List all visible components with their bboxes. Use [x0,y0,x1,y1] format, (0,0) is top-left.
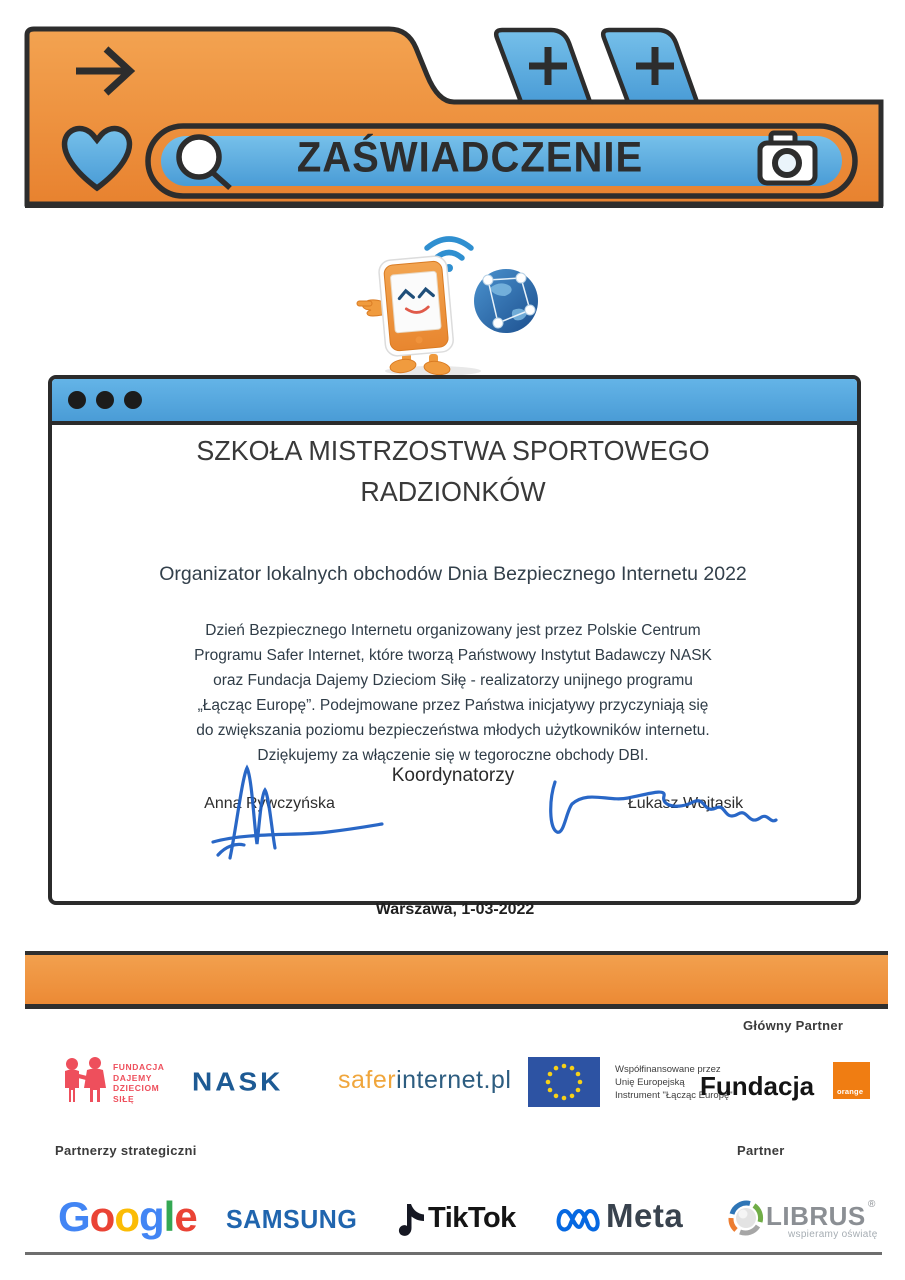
saferinternet-logo [338,1066,511,1095]
dbi-mascot-illustration [355,228,555,378]
fdds-logo-text [113,1062,165,1104]
globe-icon [474,269,538,333]
decorative-header [0,0,905,215]
window-control-dot [124,391,142,409]
eu-text-line: Unię Europejską [615,1077,685,1088]
window-titlebar [52,379,857,425]
samsung-logo: SAMSUNG [226,1205,358,1235]
school-name-line2: RADZIONKÓW [360,476,546,507]
eu-text-line: Współfinansowane przez [615,1064,721,1075]
orange-logo-text: orange [837,1087,864,1096]
signer-name-left: Anna Rywczyńska [204,795,335,812]
google-logo [58,1193,197,1241]
nask-logo: NASK [192,1067,284,1096]
signer-name-right: Łukasz Wojtasik [627,795,744,812]
body-line: Programu Safer Internet, które tworzą Państwowy Instytut Badawczy NASK [194,647,712,664]
google-letter: o [114,1193,139,1240]
google-letter: e [174,1193,197,1240]
google-letter: G [58,1193,90,1240]
bottom-scan-edge [25,1252,882,1255]
partner-label: Partner [737,1143,785,1158]
signature-right [551,782,776,832]
strategic-partners-label: Partnerzy strategiczni [55,1143,197,1158]
fdds-line: SIŁĘ [113,1093,135,1104]
camera-icon [760,133,815,183]
librus-registered-mark: ® [868,1199,876,1210]
fundacja-orange-wordmark: Fundacja [700,1071,815,1101]
main-partner-label: Główny Partner [743,1018,844,1033]
google-letter: g [138,1193,164,1240]
eu-flag-icon [528,1057,600,1107]
body-line: „Łącząc Europę”. Podejmowane przez Państwa inicjatywy przyczyniają się [197,697,709,714]
school-name-line1: SZKOŁA MISTRZOSTWA SPORTOWEGO [196,435,710,466]
signature-left [213,768,382,858]
orange-divider-band [25,951,888,1009]
google-letter: o [89,1193,115,1240]
librus-circle-icon [728,1200,764,1236]
school-name [74,430,832,512]
meta-logo: Meta [606,1197,684,1234]
browser-tab-icon [496,30,590,102]
certificate-subtitle: Organizator lokalnych obchodów Dnia Bezpiecznego Internetu 2022 [159,563,747,585]
fdds-line: DZIECIOM [113,1083,160,1093]
tiktok-logo: TikTok [428,1202,516,1234]
body-line: Dzień Bezpiecznego Internetu organizowany jest przez Polskie Centrum [205,622,701,639]
certificate-banner-title: ZAŚWIADCZENIE [296,134,644,182]
saferinternet-safer: safer [338,1066,397,1094]
saferinternet-domain: internet.pl [396,1066,512,1094]
tablet-character [378,255,454,357]
fdds-line: DAJEMY [113,1072,153,1083]
orange-logo [833,1062,870,1099]
body-line: Dziękujemy za włączenie się w tegoroczne obchody DBI. [257,747,649,764]
eu-text-line: Instrument "Łącząc Europę" [615,1090,733,1101]
browser-tab-icon [603,30,697,102]
handwritten-signatures [48,740,861,910]
window-control-dot [68,391,86,409]
librus-tagline: wspieramy oświatę [788,1229,878,1240]
fdds-line: FUNDACJA [113,1062,165,1072]
body-line: do zwiększania poziomu bezpieczeństwa młodych użytkowników internetu. [196,722,710,739]
tiktok-note-icon [396,1203,426,1237]
google-letter: l [163,1193,175,1240]
body-line: oraz Fundacja Dajemy Dzieciom Siłę - realizatorzy unijnego programu [213,672,693,689]
place-and-date: Warszawa, 1-03-2022 [375,901,535,918]
meta-infinity-icon [556,1206,602,1232]
window-control-dot [96,391,114,409]
fdds-logo-icon [60,1056,110,1106]
librus-logo: LIBRUS [766,1201,866,1231]
coordinators-heading: Koordynatorzy [391,765,515,786]
